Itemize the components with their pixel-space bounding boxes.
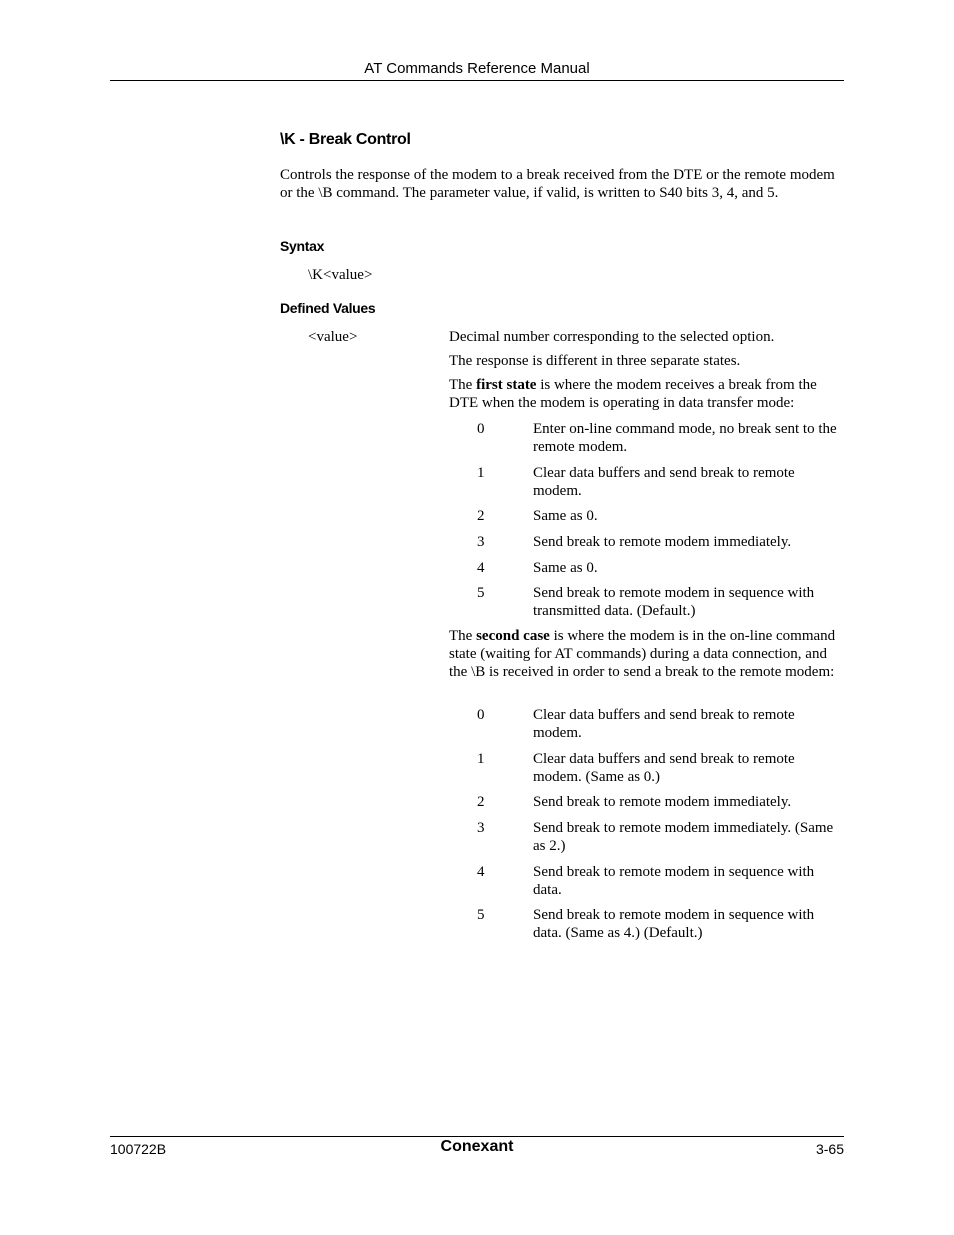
option-text: Clear data buffers and send break to remote modem. bbox=[533, 465, 795, 499]
option-text: Send break to remote modem in sequence with transmitted data. (Default.) bbox=[533, 585, 815, 619]
option-number: 4 bbox=[477, 864, 485, 880]
option-number: 2 bbox=[477, 508, 485, 524]
first-state-pre: The bbox=[449, 377, 477, 393]
option-number: 0 bbox=[477, 421, 485, 437]
option-number: 3 bbox=[477, 534, 485, 550]
footer-rule bbox=[110, 1136, 844, 1137]
param-description: Decimal number corresponding to the selected option. bbox=[449, 329, 775, 345]
option-text: Send break to remote modem immediately. bbox=[533, 534, 792, 550]
defined-values-heading: Defined Values bbox=[280, 300, 376, 316]
states-note: The response is different in three separate states. bbox=[449, 353, 741, 369]
option-text: Send break to remote modem immediately. bbox=[533, 794, 792, 810]
first-state-post: is where the modem receives a break from the DTE when the modem is operating in data transfer mode: bbox=[449, 377, 817, 411]
option-text: Clear data buffers and send break to remote modem. bbox=[533, 707, 795, 741]
option-number: 5 bbox=[477, 907, 485, 923]
syntax-command: \K<value> bbox=[308, 267, 373, 283]
option-number: 1 bbox=[477, 465, 485, 481]
second-case-bold: second case bbox=[476, 628, 550, 644]
option-number: 2 bbox=[477, 794, 485, 810]
param-name: <value> bbox=[308, 329, 358, 345]
option-text: Send break to remote modem in sequence with data. bbox=[533, 864, 815, 898]
option-number: 1 bbox=[477, 751, 485, 767]
section-title: \K - Break Control bbox=[280, 131, 411, 148]
syntax-heading: Syntax bbox=[280, 238, 325, 254]
second-case-post: is where the modem is in the on-line command state (waiting for AT commands) during a data connection, and the \B is received in order to send a break to the remote modem: bbox=[449, 628, 836, 680]
header-rule bbox=[110, 80, 844, 81]
option-text: Enter on-line command mode, no break sent to the remote modem. bbox=[533, 421, 837, 455]
second-case-paragraph bbox=[449, 627, 844, 681]
option-number: 3 bbox=[477, 820, 485, 836]
running-header: AT Commands Reference Manual bbox=[364, 60, 590, 77]
option-text: Send break to remote modem immediately. (Same as 2.) bbox=[533, 820, 834, 854]
option-text: Same as 0. bbox=[533, 508, 598, 524]
option-text: Send break to remote modem in sequence with data. (Same as 4.) (Default.) bbox=[533, 907, 815, 941]
page-number: 3-65 bbox=[815, 1141, 844, 1157]
intro-paragraph: Controls the response of the modem to a break received from the DTE or the remote modem or the \B command. The parameter value, if valid, is written to S40 bits 3, 4, and 5. bbox=[280, 167, 835, 201]
doc-number: 100722B bbox=[110, 1141, 167, 1157]
option-number: 0 bbox=[477, 707, 485, 723]
first-state-bold: first state bbox=[476, 377, 537, 393]
second-case-pre: The bbox=[449, 628, 477, 644]
option-number: 5 bbox=[477, 585, 485, 601]
company-name: Conexant bbox=[440, 1138, 514, 1155]
option-text: Same as 0. bbox=[533, 560, 598, 576]
first-state-paragraph bbox=[449, 376, 844, 412]
option-number: 4 bbox=[477, 560, 485, 576]
option-text: Clear data buffers and send break to remote modem. (Same as 0.) bbox=[533, 751, 795, 785]
